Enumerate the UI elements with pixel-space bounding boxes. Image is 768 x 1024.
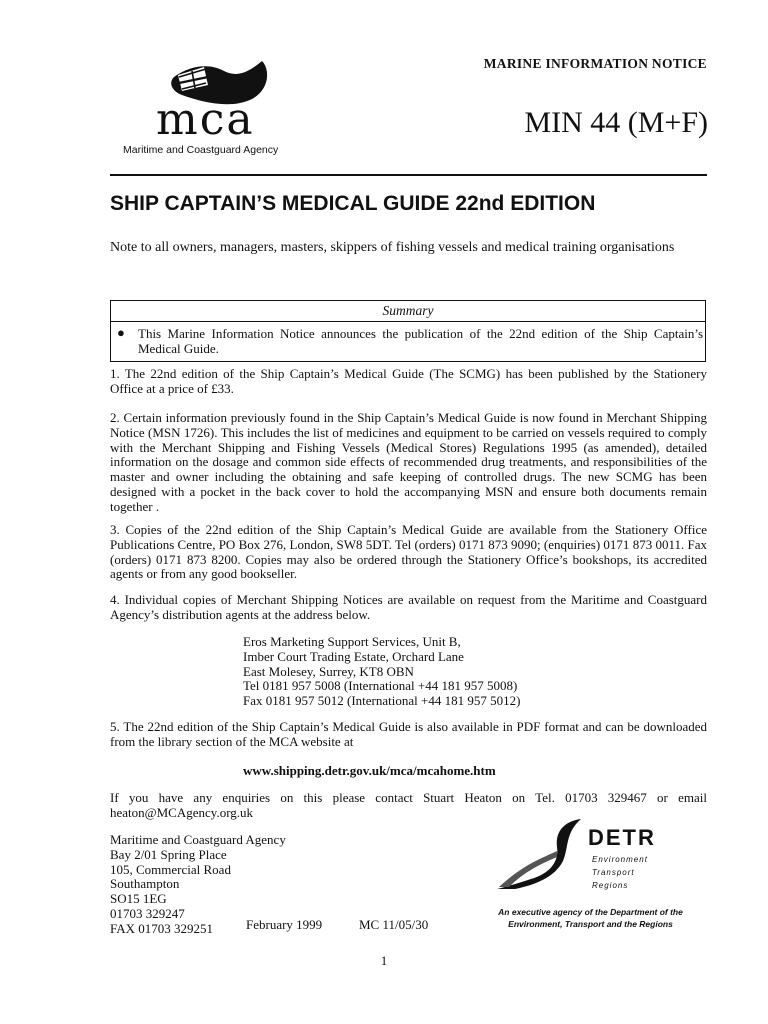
mca-logo-caption: Maritime and Coastguard Agency xyxy=(123,144,279,156)
audience-note: Note to all owners, managers, masters, skippers of fishing vessels and medical training organisations xyxy=(110,240,675,255)
address-line: Eros Marketing Support Services, Unit B, xyxy=(243,634,461,649)
notice-type-label: MARINE INFORMATION NOTICE xyxy=(483,56,707,71)
contact-line: 01703 329247 xyxy=(110,905,185,921)
page-number: 1 xyxy=(380,953,388,968)
enquiries-paragraph: If you have any enquiries on this please contact Stuart Heaton on Tel. 01703 329467 or email heaton@MCAgency.org.uk xyxy=(110,790,707,820)
detr-subtitle: Regions xyxy=(592,881,629,890)
paragraph-1: 1. The 22nd edition of the Ship Captain’s Medical Guide (The SCMG) has been published by the Stationery Office at a price of £33. xyxy=(110,366,707,396)
header-divider xyxy=(110,174,707,176)
detr-caption: An executive agency of the Department of the Environment, Transport and the Regions xyxy=(498,907,683,929)
contact-line: Bay 2/01 Spring Place xyxy=(110,846,227,862)
document-code: MIN 44 (M+F) xyxy=(524,106,708,139)
summary-text: This Marine Information Notice announces the publication of the 22nd edition of the Ship Captain’s Medical Guide. xyxy=(138,326,703,356)
contact-line: SO15 1EG xyxy=(110,891,167,907)
website-url[interactable]: www.shipping.detr.gov.uk/mca/mcahome.htm xyxy=(243,763,496,778)
paragraph-2: 2. Certain information previously found in the Ship Captain’s Medical Guide is now found in Merchant Shipping Notice (MSN 1726). This includes the list of medicines and equipment to be carried on vessels required to comply with the Merchant Shipping and Fishing Vessels (Medical Stores) Regulations 1995 (as amended), detailed information on the dosage and common side effects of recommended drug treatments, and responsibilities of the master and owner including the obtaining and safe keeping of controlled drugs. The new SCMG has been designed with a pocket in the back cover to hold the accompanying MSN and ensure both documents remain together . xyxy=(110,410,707,514)
distribution-address xyxy=(243,635,520,709)
document-title: SHIP CAPTAIN’S MEDICAL GUIDE 22nd EDITION xyxy=(110,192,596,215)
summary-box xyxy=(110,300,706,362)
contact-line: FAX 01703 329251 xyxy=(110,920,214,936)
detr-subtitle: Transport xyxy=(592,868,635,877)
issue-date: February 1999 xyxy=(246,917,323,932)
reference-number: MC 11/05/30 xyxy=(359,917,429,932)
address-line: Tel 0181 957 5008 (International +44 181 957 5008) xyxy=(243,678,518,694)
summary-title: Summary xyxy=(382,303,434,318)
detr-subtitle: Environment xyxy=(592,855,648,864)
paragraph-3: 3. Copies of the 22nd edition of the Ship Captain’s Medical Guide are available from the Stationery Office Publications Centre, PO Box 276, London, SW8 5DT. Tel (orders) 0171 873 9090; (enquiries) 0171 873 0011. Fax (orders) 0171 873 8200. Copies may also be ordered through the Stationery Office’s bookshops, its accredited agents or from any good bookseller. xyxy=(110,522,707,582)
summary-divider xyxy=(111,321,705,322)
address-line: Imber Court Trading Estate, Orchard Lane xyxy=(243,648,464,664)
contact-line: Maritime and Coastguard Agency xyxy=(110,832,286,847)
paragraph-4: 4. Individual copies of Merchant Shipping Notices are available on request from the Maritime and Coastguard Agency’s distribution agents at the address below. xyxy=(110,592,707,622)
address-line: Fax 0181 957 5012 (International +44 181 957 5012) xyxy=(243,693,521,709)
bullet-icon: ● xyxy=(117,325,125,340)
mca-logo-text: mca xyxy=(156,94,255,145)
paragraph-5: 5. The 22nd edition of the Ship Captain’s Medical Guide is also available in PDF format and can be downloaded from the library section of the MCA website at xyxy=(110,719,707,749)
detr-logo-text: DETR xyxy=(588,825,656,850)
contact-line: 105, Commercial Road xyxy=(110,861,231,877)
contact-line: Southampton xyxy=(110,876,180,892)
address-line: East Molesey, Surrey, KT8 OBN xyxy=(243,663,414,679)
